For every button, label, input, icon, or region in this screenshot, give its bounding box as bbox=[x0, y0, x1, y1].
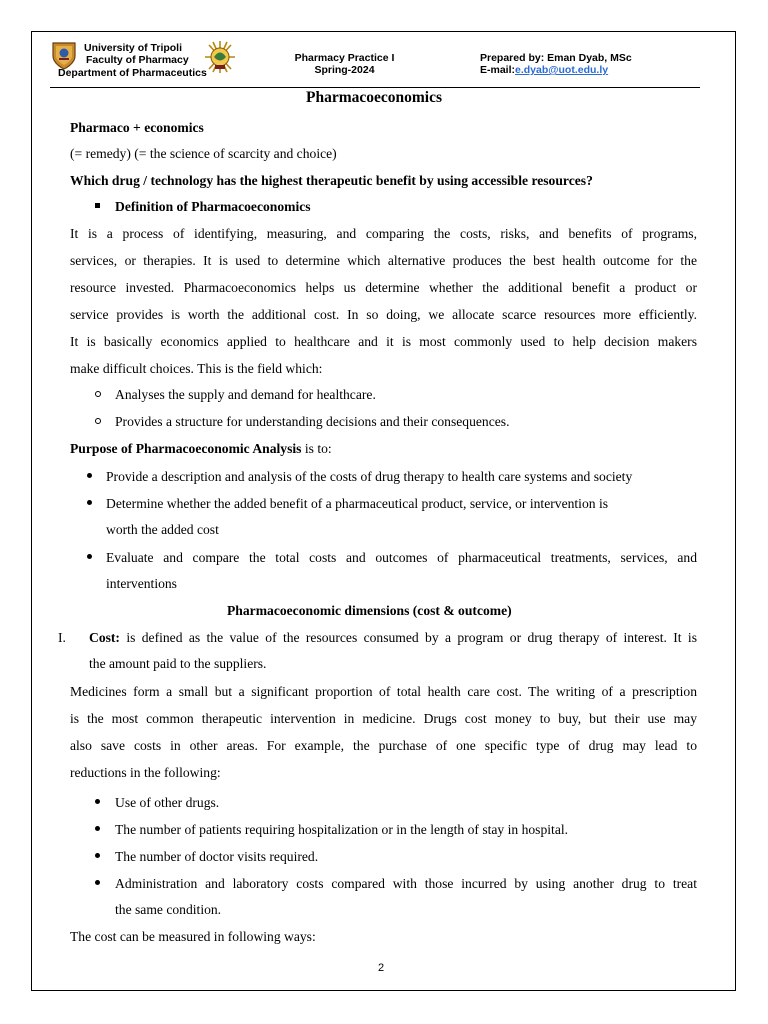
field-item: Provides a structure for understanding decisions and their consequences. bbox=[115, 414, 510, 429]
paragraph-line: services, or therapies. It is used to determine which alternative produces the best health outcome for the bbox=[70, 253, 697, 268]
university-line: University of Tripoli bbox=[84, 42, 183, 54]
purpose-item-continued: worth the added cost bbox=[106, 522, 219, 537]
definition-heading: Definition of Pharmacoeconomics bbox=[115, 199, 311, 214]
page-title: Pharmacoeconomics bbox=[306, 89, 443, 106]
author-info bbox=[480, 52, 632, 76]
reduction-item: The number of patients requiring hospitalization or in the length of stay in hospital. bbox=[115, 822, 569, 837]
circle-bullet-icon bbox=[95, 391, 101, 397]
cost-definition bbox=[89, 629, 697, 647]
field-item: Analyses the supply and demand for healthcare. bbox=[115, 387, 376, 402]
paragraph-line: is the most common therapeutic intervention in medicine. Drugs cost money to buy, but their use may bbox=[70, 711, 697, 726]
etymology-heading: Pharmaco + economics bbox=[70, 120, 204, 135]
dimensions-heading: Pharmacoeconomic dimensions (cost & outcome) bbox=[227, 603, 512, 618]
paragraph-line: service provides is worth the additional cost. In so doing, we allocate scarce resources more efficiently. bbox=[70, 307, 697, 322]
paragraph-line: make difficult choices. This is the field which: bbox=[70, 361, 323, 376]
purpose-item: Determine whether the added benefit of a pharmaceutical product, service, or intervention is bbox=[106, 496, 609, 511]
bullet-icon bbox=[87, 554, 92, 559]
paragraph-line: reductions in the following: bbox=[70, 765, 221, 780]
email-label: E-mail: bbox=[480, 64, 516, 76]
semester: Spring-2024 bbox=[314, 64, 375, 76]
closing-sentence: The cost can be measured in following ways: bbox=[70, 929, 316, 944]
key-question: Which drug / technology has the highest therapeutic benefit by using accessible resources? bbox=[70, 173, 593, 188]
paragraph-line: It is basically economics applied to healthcare and it is most commonly used to help decision makers bbox=[70, 334, 697, 349]
cost-definition-continued: the amount paid to the suppliers. bbox=[89, 656, 267, 671]
square-bullet-icon bbox=[95, 203, 100, 208]
purpose-item: Provide a description and analysis of the costs of drug therapy to health care systems and society bbox=[106, 469, 633, 484]
header-divider bbox=[50, 87, 700, 88]
course-name: Pharmacy Practice I bbox=[294, 52, 395, 64]
section-numeral: I. bbox=[58, 630, 66, 645]
bullet-icon bbox=[95, 799, 100, 804]
purpose-heading bbox=[70, 440, 332, 458]
page-header bbox=[50, 38, 700, 88]
prepared-by: Prepared by: Eman Dyab, MSc bbox=[480, 52, 632, 64]
reduction-item: Use of other drugs. bbox=[115, 795, 220, 810]
course-info bbox=[292, 52, 397, 76]
email-link[interactable]: e.dyab@uot.edu.ly bbox=[515, 64, 609, 76]
cost-label: Cost: bbox=[89, 630, 120, 645]
paragraph-line: Medicines form a small but a significant proportion of total health care cost. The writing of a prescription bbox=[70, 684, 697, 699]
department-name: Department of Pharmaceutics bbox=[58, 67, 207, 79]
faculty-line: Faculty of Pharmacy bbox=[86, 54, 189, 66]
circle-bullet-icon bbox=[95, 418, 101, 424]
purpose-label: Purpose of Pharmacoeconomic Analysis bbox=[70, 441, 302, 456]
cost-definition-text: is defined as the value of the resources consumed by a program or drug therapy of interest. It is bbox=[119, 630, 697, 645]
university-seal-logo bbox=[50, 40, 78, 70]
reduction-item: Administration and laboratory costs compared with those incurred by using another drug to treat bbox=[115, 876, 697, 891]
bullet-icon bbox=[95, 880, 100, 885]
reduction-item: The number of doctor visits required. bbox=[115, 849, 319, 864]
university-name bbox=[84, 42, 189, 66]
purpose-suffix: is to: bbox=[301, 441, 332, 456]
bullet-icon bbox=[87, 473, 92, 478]
paragraph-line: resource invested. Pharmacoeconomics helps us determine whether the additional benefit a product or bbox=[70, 280, 697, 295]
page-number: 2 bbox=[378, 962, 385, 974]
bullet-icon bbox=[95, 826, 100, 831]
bullet-icon bbox=[95, 853, 100, 858]
purpose-item-continued: interventions bbox=[106, 576, 177, 591]
purpose-item: Evaluate and compare the total costs and outcomes of pharmaceutical treatments, services, and bbox=[106, 550, 697, 565]
faculty-emblem-logo bbox=[202, 38, 238, 76]
reduction-item-continued: the same condition. bbox=[115, 902, 222, 917]
email-line bbox=[480, 64, 632, 76]
paragraph-line: It is a process of identifying, measuring, and comparing the costs, risks, and benefits of programs, bbox=[70, 226, 697, 241]
etymology-note: (= remedy) (= the science of scarcity and choice) bbox=[70, 146, 337, 161]
paragraph-line: also save costs in other areas. For example, the purchase of one specific type of drug may lead to bbox=[70, 738, 697, 753]
bullet-icon bbox=[87, 500, 92, 505]
